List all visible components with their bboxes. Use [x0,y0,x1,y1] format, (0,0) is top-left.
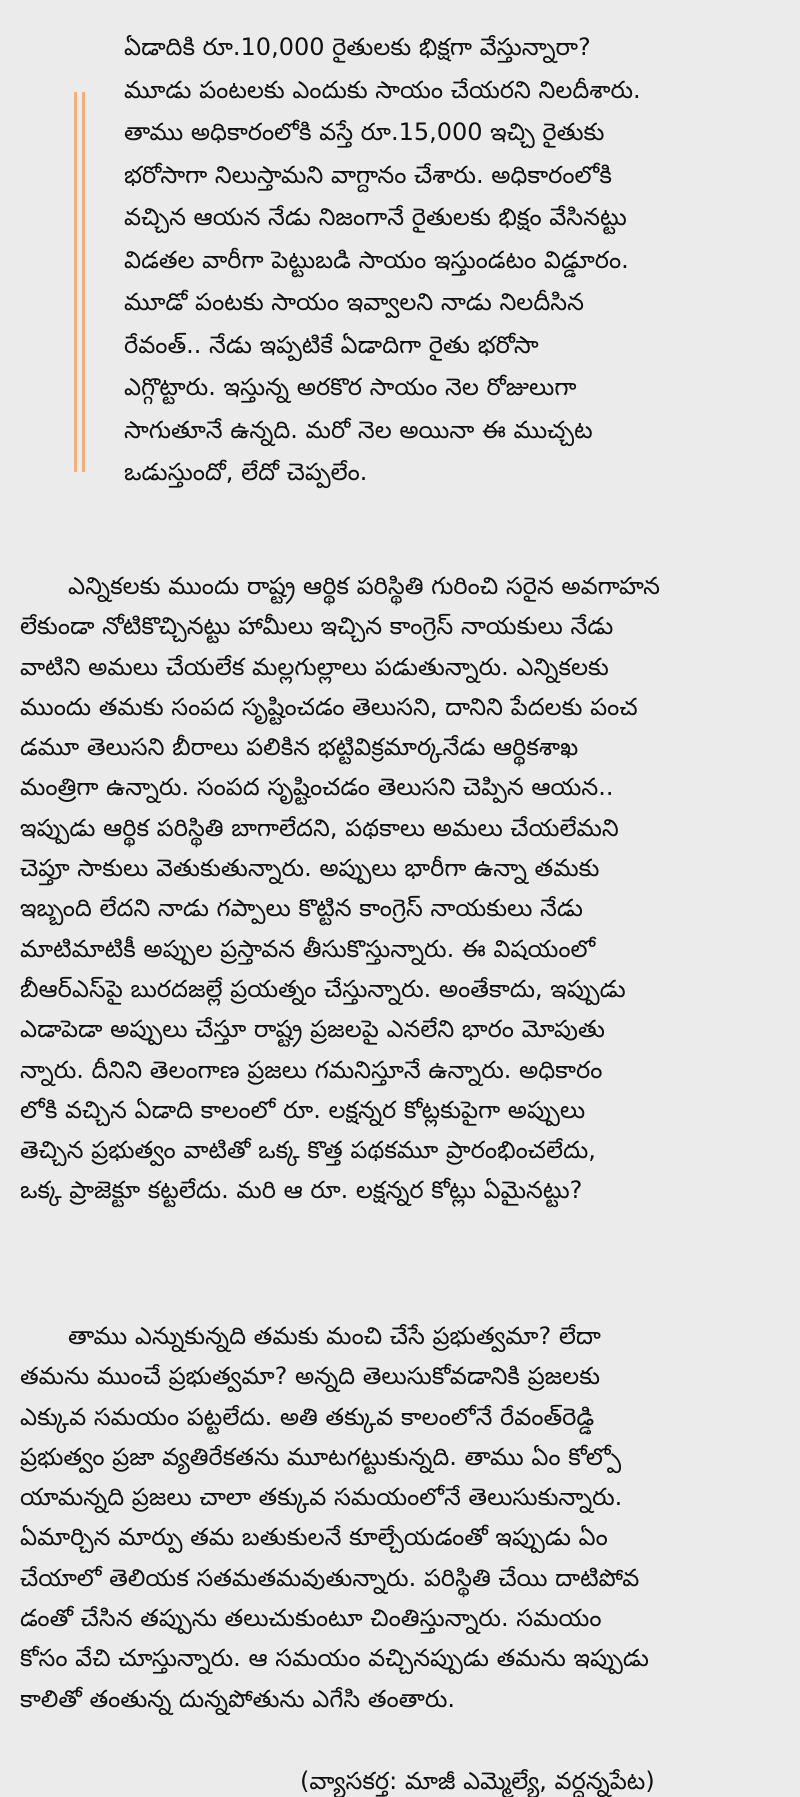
paragraph-line: బీఆర్ఎస్‌పై బురదజల్లే ప్రయత్నం చేస్తున్నారు. అంతేకాదు, ఇప్పుడు [20,974,626,1003]
paragraph-line: ఎక్కువ సమయం పట్టలేదు. అతి తక్కువ కాలంలోనే రేవంత్‌రెడ్డి [20,1402,595,1431]
paragraph-line: మాటిమాటికీ అప్పుల ప్రస్తావన తీసుకొస్తున్నారు. ఈ విషయంలో [20,934,596,963]
quote-bar [82,92,85,472]
quote-line: మూడు పంటలకు ఎందుకు సాయం చేయరని నిలదీశారు. [124,75,641,104]
paragraph-line: డంతో చేసిన తప్పును తలుచుకుంటూ చింతిస్తున్నారు. సమయం [20,1604,602,1633]
paragraph-line: చెప్తూ సాకులు వెతుకుతున్నారు. అప్పులు భారీగా ఉన్నా తమకు [20,854,600,883]
paragraph-line: మంత్రిగా ఉన్నారు. సంపద సృష్టించడం తెలుసని చెప్పిన ఆయన.. [20,773,614,802]
paragraph-line: యామన్నది ప్రజలు చాలా తక్కువ సమయంలోనే తెలుసుకున్నారు. [20,1483,623,1512]
paragraph-line: కోసం వేచి చూస్తున్నారు. ఆ సమయం వచ్చినప్పుడు తమను ఇప్పుడు [20,1644,649,1673]
quote-line: విడతల వారీగా పెట్టుబడి సాయం ఇస్తుండటం విడ్డూరం. [124,245,629,274]
paragraph-line: చేయాలో తెలియక సతమతమవుతున్నారు. పరిస్థితి చేయి దాటిపోవ [20,1563,640,1592]
paragraph-line: లేకుండా నోటికొచ్చినట్టు హామీలు ఇచ్చిన కాంగ్రెస్ నాయకులు నేడు [20,612,614,641]
paragraph-line: డమూ తెలుసని బీరాలు పలికిన భట్టివిక్రమార్కనేడు ఆర్థికశాఖ [20,733,579,762]
article-paragraph-1 [20,566,755,1211]
article-paragraph-2 [20,1316,755,1719]
quote-line: వచ్చిన ఆయన నేడు నిజంగానే రైతులకు భిక్షం వేసినట్టు [124,203,627,231]
paragraph-line: లోకి వచ్చిన ఏడాది కాలంలో రూ. లక్షన్నర కోట్లకుపైగా అప్పులు [20,1095,586,1124]
paragraph-line: ఏమార్చిన మార్పు తమ బతుకులనే కూల్చేయడంతో ఇప్పుడు ఏం [20,1523,608,1552]
paragraph-line: తాము ఎన్నుకున్నది తమకు మంచి చేసే ప్రభుత్వమా? లేదా [68,1322,601,1350]
quote-line: భరోసాగా నిలుస్తామని వాగ్దానం చేశారు. అధికారంలోకి [124,160,612,189]
paragraph-line: ఎడాపెడా అప్పులు చేస్తూ రాష్ట్ర ప్రజలపై ఎనలేని భారం మోపుతు [20,1015,605,1044]
quote-line: సాగుతూనే ఉన్నది. మరో నెల అయినా ఈ ముచ్చట [124,415,593,444]
quote-bar [74,92,77,472]
paragraph-line: ఎన్నికలకు ముందు రాష్ట్ర ఆర్థిక పరిస్థితి గురించి సరైన అవగాహన [68,572,660,600]
paragraph-line: ముందు తమకు సంపద సృష్టించడం తెలుసని, దానిని పేదలకు పంచ [20,692,638,721]
paragraph-line: ఇప్పుడు ఆర్థిక పరిస్థితి బాగాలేదని, పథకాలు అమలు చేయలేమని [20,813,619,842]
quote-line: ఒడుస్తుందో, లేదో చెప్పలేం. [124,458,368,486]
paragraph-line: వాటిని అమలు చేయలేక మల్లగుల్లాలు పడుతున్నారు. ఎన్నికలకు [20,652,609,681]
paragraph-line: ప్రభుత్వం ప్రజా వ్యతిరేకతను మూటగట్టుకున్నది. తాము ఏం కోల్పో [20,1442,622,1471]
quote-line: మూడో పంటకు సాయం ఇవ్వాలని నాడు నిలదీసిన [124,288,584,316]
pull-quote [0,0,800,540]
paragraph-line: ఇబ్బంది లేదని నాడు గప్పాలు కొట్టిన కాంగ్రెస్ నాయకులు నేడు [20,894,583,923]
quote-line: ఎగ్గొట్టారు. ఇస్తున్న అరకొర సాయం నెల రోజులుగా [124,373,577,401]
paragraph-line: తెచ్చిన ప్రభుత్వం వాటితో ఒక్క కొత్త పథకమూ ప్రారంభించలేదు, [20,1136,596,1165]
paragraph-line: ఒక్క ప్రాజెక్టూ కట్టలేదు. మరి ఆ రూ. లక్షన్నర కోట్లు ఏమైనట్టు? [20,1176,583,1205]
paragraph-line: తమను ముంచే ప్రభుత్వమా? అన్నది తెలుసుకోవడానికి ప్రజలకు [20,1362,601,1391]
paragraph-line: కాలితో తంతున్న దున్నపోతును ఎగేసి తంతారు. [20,1684,456,1713]
paragraph-line: న్నారు. దీనిని తెలంగాణ ప్రజలు గమనిస్తూనే ఉన్నారు. అధికారం [20,1055,603,1084]
quote-line: ఏడాదికి రూ.10,000 రైతులకు భిక్షగా వేస్తున్నారా? [124,33,591,61]
quote-text [124,26,764,494]
author-signature: (వ్యాసకర్త: మాజీ ఎమ్మెల్యే, వర్ధన్నపేట) [300,1767,655,1795]
quote-line: రేవంత్.. నేడు ఇప్పటికే ఏడాదిగా రైతు భరోసా [124,330,539,359]
quote-line: తాము అధికారంలోకి వస్తే రూ.15,000 ఇచ్చి రైతుకు [124,118,605,146]
